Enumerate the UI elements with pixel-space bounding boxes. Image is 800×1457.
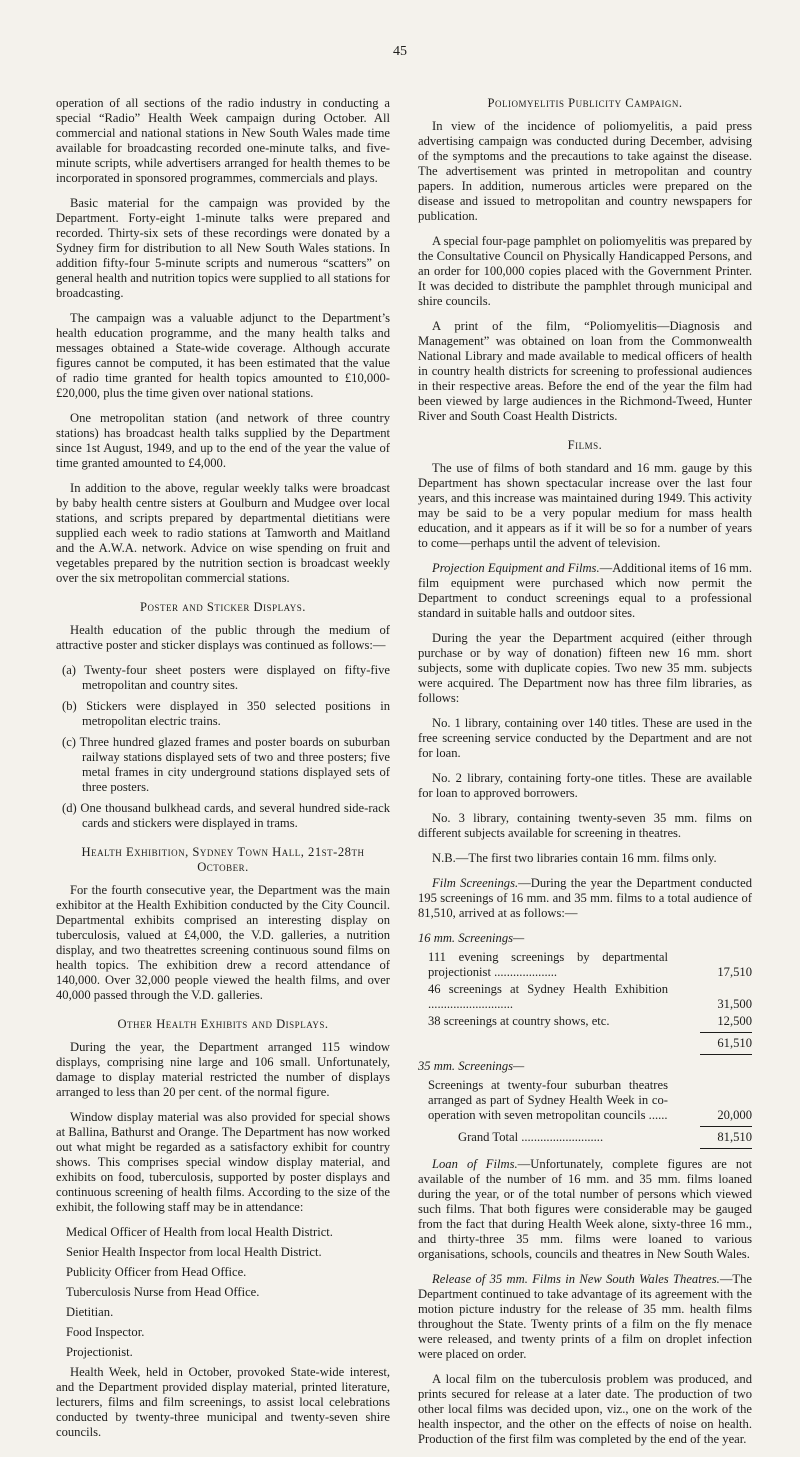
divider: [700, 1126, 752, 1127]
paragraph: No. 2 library, containing forty-one titles. These are available for loan to approved borrowers.: [418, 771, 752, 800]
section-heading-films: Films.: [567, 438, 603, 452]
list-item: Publicity Officer from Head Office.: [66, 1265, 247, 1279]
table-heading: 35 mm. Screenings—: [418, 1059, 525, 1073]
paragraph: In addition to the above, regular weekly talks were broadcast by baby health centre sisters at Goulburn and Mudgee over local stations, and scripts prepared by departmental dietitians were supplied each week to radio stations at Tamworth and Maitland and the A.W.A. network. Advice on wise spending on fruit and vegetables prepared by the nutrition section is broadcast weekly over the six metropolitan commercial stations.: [56, 481, 390, 585]
table-heading: 16 mm. Screenings—: [418, 931, 525, 945]
page-number: 45: [393, 44, 407, 59]
table-row: [418, 982, 752, 1012]
paragraph: One metropolitan station (and network of three country stations) has broadcast health talks supplied by the Department since 1st August, 1949, and up to the end of the year the value of time granted amounted to £4,000.: [56, 411, 390, 470]
paragraph: No. 3 library, containing twenty-seven 35 mm. films on different subjects available for screening in theatres.: [418, 811, 752, 840]
paragraph: The campaign was a valuable adjunct to the Department’s health education programme, and the many health talks and messages obtained a State-wide coverage. Although accurate figures cannot be computed, it has been estimated that the value of radio time granted for health topics amounted to £10,000-£20,000, plus the time given over national stations.: [56, 311, 390, 400]
paragraph-text: —The Department continued to take advantage of its agreement with the motion picture industry for the release of 35 mm. health films throughout the State. Twenty prints of a film on the fly menace were released, and twenty prints of a film on droplet infection were placed on order.: [418, 1272, 752, 1361]
paragraph: Window display material was also provided for special shows at Ballina, Bathurst and Orange. The Department has now worked out what might be regarded as a satisfactory exhibit for country shows. This comprises special window display material, and exhibits on food, tuberculosis, supported by poster displays and continuous screening of health films. According to the size of the exhibit, the following staff may be in attendance:: [56, 1110, 390, 1214]
paragraph: Basic material for the campaign was provided by the Department. Forty-eight 1-minute talks were prepared and recorded. Thirty-six sets of these recordings were donated by a Sydney firm for distribution to all New South Wales stations. In addition fifty-four 5-minute scripts and numerous “scatters” on general health and nutrition topics were supplied to all stations for broadcasting.: [56, 196, 390, 300]
right-column: [418, 96, 752, 1457]
grand-total-row: [418, 1130, 752, 1145]
paragraph: operation of all sections of the radio industry in conducting a special “Radio” Health Week campaign during October. All commercial and national stations in New South Wales made time available for broadcasting recorded one-minute talks, and five-minute scripts, while advertisers arranged for health themes to be incorporated in sponsored programmes, commercials and plays.: [56, 96, 390, 185]
paragraph: Health Week, held in October, provoked State-wide interest, and the Department provided display material, printed literature, lecturers, films and film screenings, to assist local celebrations conducted by twenty-three municipal and twenty-seven shire councils.: [56, 1365, 390, 1439]
list-item: Medical Officer of Health from local Health District.: [66, 1225, 333, 1239]
grand-total-value: 81,510: [717, 1130, 752, 1144]
row-value: 20,000: [717, 1108, 752, 1122]
paragraph: [418, 1157, 752, 1262]
run-in-heading: Film Screenings.: [432, 876, 519, 890]
paragraph: During the year, the Department arranged 115 window displays, comprising nine large and 106 small. Unfortunately, damage to display material restricted the number of displays arranged to less than 20 per cent. of the normal figure.: [56, 1040, 390, 1099]
list-item: Senior Health Inspector from local Health District.: [66, 1245, 322, 1259]
paragraph: A special four-page pamphlet on poliomyelitis was prepared by the Consultative Council on Physically Handicapped Persons, and an order for 100,000 copies placed with the Government Printer. It was decided to distribute the pamphlet through municipal and shire councils.: [418, 234, 752, 308]
row-label: 38 screenings at country shows, etc.: [428, 1014, 610, 1028]
section-heading-poster-displays: Poster and Sticker Displays.: [140, 600, 306, 614]
row-label: Grand Total ..........................: [458, 1130, 604, 1144]
section-heading-health-exhibition: Health Exhibition, Sydney Town Hall, 21st-28th October.: [81, 845, 365, 874]
list-item: Dietitian.: [66, 1305, 114, 1319]
divider: [700, 1148, 752, 1149]
run-in-heading: Release of 35 mm. Films in New South Wales Theatres.: [432, 1272, 720, 1286]
paragraph: Health education of the public through the medium of attractive poster and sticker displays was continued as follows:—: [56, 623, 390, 652]
paragraph: A local film on the tuberculosis problem was produced, and prints secured for release at a later date. The production of two other local films was decided upon, viz., one on the work of the health inspector, and the other on the effects of noise on health. Production of the first film was completed by the end of the year.: [418, 1372, 752, 1446]
list-item: (a) Twenty-four sheet posters were displayed on fifty-five metropolitan and country sites.: [62, 663, 390, 692]
paragraph: A print of the film, “Poliomyelitis—Diagnosis and Management” was obtained on loan from the Commonwealth National Library and made available to medical officers of health in country health districts for screening to professional audiences in their respective areas. Before the end of the year the film had been viewed by large audiences in the Richmond-Tweed, Hunter River and South Coast Health Districts.: [418, 319, 752, 423]
row-value: 31,500: [717, 997, 752, 1011]
paragraph-text: —During the year the Department conducted 195 screenings of 16 mm. and 35 mm. films to a total audience of 81,510, arrived at as follows:—: [418, 876, 753, 920]
list-item: Projectionist.: [66, 1345, 133, 1359]
subtotal-value: 61,510: [717, 1036, 752, 1050]
paragraph: N.B.—The first two libraries contain 16 mm. films only.: [432, 851, 717, 865]
paragraph: [418, 1272, 752, 1362]
staff-list: [56, 1225, 390, 1360]
paragraph: No. 1 library, containing over 140 titles. These are used in the free screening service conducted by the Department and are not for loan.: [418, 716, 752, 760]
row-value: 12,500: [717, 1014, 752, 1028]
screenings-table: [418, 931, 752, 1149]
list-item: (b) Stickers were displayed in 350 selected positions in metropolitan electric trains.: [62, 699, 390, 728]
paragraph: For the fourth consecutive year, the Department was the main exhibitor at the Health Exhibition conducted by the City Council. Departmental exhibits comprised an interesting display on tuberculosis, valued at £4,000, the V.D. galleries, a nutrition display, and two theatrettes screening continuous sound films on health topics. The exhibition drew a record attendance of 140,000. Over 32,000 people viewed the health films, and over 40,000 passed through the V.D. galleries.: [56, 883, 390, 1002]
paragraph: [418, 876, 752, 921]
list-item: Tuberculosis Nurse from Head Office.: [66, 1285, 260, 1299]
paragraph-text: —Unfortunately, complete figures are not available of the number of 16 mm. and 35 mm. films loaned during the year, or of the total number of persons which viewed such films. That both figures were considerable may be gauged from the fact that during Health Week alone, sixty-three 16 mm., and thirty-three 35 mm. films were loaned to various organisations, schools, councils and theatres in New South Wales.: [418, 1157, 752, 1261]
left-column: [56, 96, 390, 1450]
run-in-heading: Loan of Films.: [432, 1157, 518, 1171]
paragraph: During the year the Department acquired (either through purchase or by way of donation) fifteen new 16 mm. short subjects, some with duplicate copies. Two new 35 mm. subjects were acquired. The Department now has three film libraries, as follows:: [418, 631, 752, 705]
table-row: [418, 1014, 752, 1029]
paragraph-text: —Additional items of 16 mm. film equipment were purchased which now permit the Department to conduct screenings equal to a professional standard in suitable halls and outdoor sites.: [418, 561, 752, 620]
list-item: Food Inspector.: [66, 1325, 145, 1339]
row-label: Screenings at twenty-four suburban theatres arranged as part of Sydney Health Week in co-operation with seven metropolitan councils ......: [428, 1078, 668, 1122]
table-row: [418, 950, 752, 980]
paragraph: The use of films of both standard and 16 mm. gauge by this Department has shown spectacular increase over the last four years, and this increase was maintained during 1949. This activity may be said to be a very popular medium for mass health education, and it appears as if it will be so for a number of years to come—perhaps until the advent of television.: [418, 461, 752, 550]
section-heading-poliomyelitis: Poliomyelitis Publicity Campaign.: [487, 96, 683, 110]
row-label: 111 evening screenings by departmental projectionist ....................: [428, 950, 668, 979]
run-in-heading: Projection Equipment and Films.: [432, 561, 600, 575]
list-item: (c) Three hundred glazed frames and poster boards on suburban railway stations displayed sets of two and three posters; five metal frames in city underground stations displayed sets of three posters.: [62, 735, 390, 794]
row-value: 17,510: [717, 965, 752, 979]
section-heading-other-exhibits: Other Health Exhibits and Displays.: [117, 1017, 329, 1031]
subtotal-row: [418, 1036, 752, 1051]
table-row: [418, 1078, 752, 1123]
list-item: (d) One thousand bulkhead cards, and several hundred side-rack cards and stickers were displayed in trams.: [62, 801, 390, 830]
divider: [700, 1054, 752, 1055]
divider: [700, 1032, 752, 1033]
paragraph: In view of the incidence of poliomyelitis, a paid press advertising campaign was conducted during December, advising of the symptoms and the precautions to take against the disease. The advertisement was printed in metropolitan and country papers. In addition, numerous articles were prepared on the disease and issued to metropolitan and country newspapers for publication.: [418, 119, 752, 223]
row-label: 46 screenings at Sydney Health Exhibition ...........................: [428, 982, 668, 1011]
paragraph: [418, 561, 752, 621]
